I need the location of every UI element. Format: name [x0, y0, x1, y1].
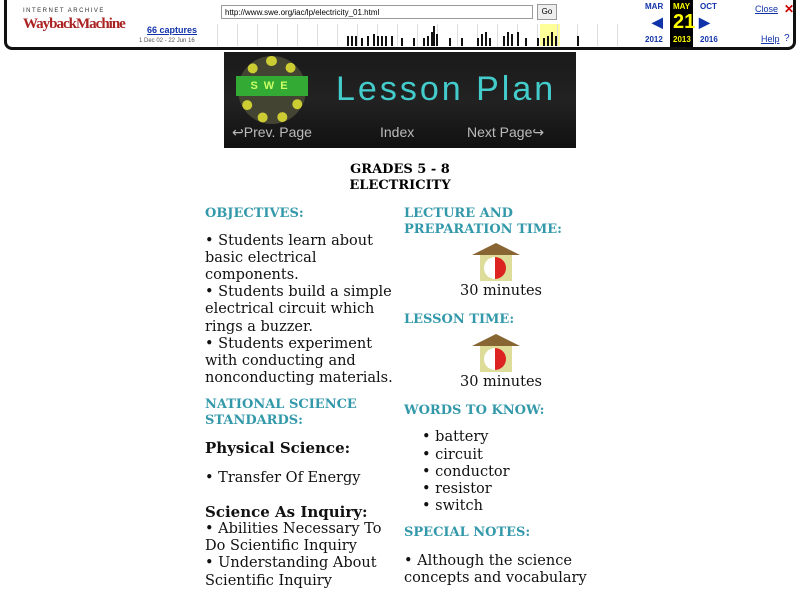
capture-bar[interactable]: [423, 38, 425, 46]
right-column: [404, 206, 594, 587]
clock-house-icon: [474, 243, 518, 283]
list-item: [205, 555, 395, 589]
words-heading: WORDS TO KNOW:: [404, 402, 545, 418]
timeline-gridline: [257, 24, 258, 46]
prev-page-link[interactable]: ↩Prev. Page: [232, 124, 312, 140]
lesson-time: 30 minutes: [460, 373, 542, 390]
captures-link[interactable]: 66 captures: [147, 25, 198, 35]
list-item: [205, 336, 395, 388]
capture-bar[interactable]: [351, 36, 353, 46]
capture-bar[interactable]: [485, 32, 487, 46]
capture-bar[interactable]: [361, 38, 363, 46]
capture-bar[interactable]: [385, 36, 387, 46]
prep-time: 30 minutes: [460, 283, 542, 299]
capture-bar[interactable]: [507, 32, 509, 46]
capture-bar[interactable]: [461, 38, 463, 46]
subject-heading: ELECTRICITY: [349, 178, 451, 193]
timeline-gridline: [217, 24, 218, 46]
capture-bar[interactable]: [367, 36, 369, 46]
prep-heading: LECTURE AND PREPARATION TIME:: [404, 206, 562, 237]
objectives-list: [205, 233, 395, 388]
list-item: • switch: [422, 498, 483, 515]
clock-house-icon: [474, 334, 518, 374]
help-icon[interactable]: ?: [784, 33, 790, 44]
capture-bar[interactable]: [477, 38, 479, 46]
capture-bar[interactable]: [517, 32, 519, 46]
capture-bar[interactable]: [511, 34, 513, 46]
list-item: • resistor: [422, 481, 492, 498]
timeline-gridline: [297, 24, 298, 46]
next-page-label: Next Page: [467, 124, 533, 140]
list-item-text: • Abilities Necessary To Do Scientific Inquiry: [205, 520, 382, 555]
list-item-text: battery: [435, 429, 489, 446]
list-item: [205, 521, 395, 555]
capture-bar[interactable]: [555, 36, 557, 46]
next-arrow-icon[interactable]: ▶: [699, 14, 710, 30]
left-column: [205, 206, 395, 590]
capture-bar[interactable]: [577, 36, 579, 46]
inquiry-heading: Science As Inquiry:: [205, 502, 368, 521]
swe-logo: SWE: [236, 76, 308, 96]
timeline-gridline: [277, 24, 278, 46]
next-month[interactable]: OCT: [700, 2, 717, 11]
list-item-text: • Students learn about basic electrical components.: [205, 232, 373, 283]
timeline-gridline: [617, 24, 618, 46]
list-item-text: conductor: [435, 463, 510, 480]
inquiry-list: [205, 521, 395, 590]
capture-range: 1 Dec 02 - 22 Jun 16: [139, 38, 195, 44]
timeline-gridline: [337, 24, 338, 46]
list-item: [205, 284, 395, 336]
next-page-link[interactable]: Next Page↪: [467, 124, 545, 140]
list-item-text: circuit: [435, 446, 483, 463]
notes-heading: SPECIAL NOTES:: [404, 525, 531, 541]
capture-bar[interactable]: [355, 36, 357, 46]
list-item-text: resistor: [435, 481, 492, 498]
cur-year: 2013: [673, 35, 691, 44]
objectives-heading: OBJECTIVES:: [205, 206, 304, 221]
timeline-gridline: [237, 24, 238, 46]
capture-bar[interactable]: [377, 36, 379, 46]
capture-bar[interactable]: [427, 36, 429, 46]
go-button[interactable]: Go: [537, 4, 557, 20]
cur-day: 21: [673, 11, 696, 33]
timeline-gridline: [457, 24, 458, 46]
list-item: [205, 233, 395, 285]
capture-bar[interactable]: [543, 38, 545, 46]
list-item: [404, 553, 594, 587]
cur-month: MAY: [673, 2, 691, 11]
list-item-text: • Understanding About Scientific Inquiry: [205, 555, 377, 589]
next-year[interactable]: 2016: [700, 35, 718, 44]
capture-bar[interactable]: [373, 34, 375, 46]
wayback-toolbar: [4, 0, 796, 50]
capture-bar[interactable]: [436, 34, 438, 46]
help-link[interactable]: Help: [761, 34, 780, 44]
timeline-gridline: [557, 24, 558, 46]
capture-bar[interactable]: [547, 36, 549, 46]
standards-heading: NATIONAL SCIENCE STANDARDS:: [205, 397, 357, 428]
archive-label: INTERNET ARCHIVE: [23, 8, 105, 14]
timeline-gridline: [357, 24, 358, 46]
timeline-gridline: [397, 24, 398, 46]
timeline-gridline: [497, 24, 498, 46]
capture-bar[interactable]: [537, 38, 539, 46]
prev-page-label: Prev. Page: [243, 124, 312, 140]
list-item-text: switch: [435, 498, 483, 515]
timeline-gridline: [417, 24, 418, 46]
list-item: • conductor: [422, 463, 510, 480]
notes-list: [404, 553, 594, 587]
capture-bar[interactable]: [551, 32, 553, 46]
capture-bar[interactable]: [413, 38, 415, 46]
list-item: • battery: [422, 429, 489, 446]
physical-list: [205, 470, 395, 487]
words-list: [404, 429, 594, 515]
capture-bar[interactable]: [401, 38, 403, 46]
banner-title: Lesson Plan: [336, 70, 557, 108]
capture-bar[interactable]: [525, 38, 527, 46]
timeline-gridline: [597, 24, 598, 46]
capture-bar[interactable]: [481, 34, 483, 46]
url-input[interactable]: [221, 5, 533, 19]
capture-bar[interactable]: [489, 38, 491, 46]
list-item-text: • Students experiment with conducting and nonconducting materials.: [205, 335, 393, 387]
capture-bar[interactable]: [381, 36, 383, 46]
index-link[interactable]: Index: [380, 124, 415, 140]
capture-bar[interactable]: [449, 38, 451, 46]
timeline-gridline: [317, 24, 318, 46]
list-item: [205, 470, 395, 487]
prev-year[interactable]: 2012: [645, 35, 663, 44]
list-item-text: • Transfer Of Energy: [205, 469, 361, 486]
lesson-plan-banner: [224, 52, 576, 148]
wayback-logo[interactable]: WaybackMachine: [23, 16, 125, 32]
physical-heading: Physical Science:: [205, 439, 351, 458]
capture-bar[interactable]: [503, 36, 505, 46]
capture-bar[interactable]: [391, 36, 393, 46]
close-icon[interactable]: ✕: [784, 2, 795, 16]
prev-arrow-icon[interactable]: ◀: [652, 14, 663, 30]
capture-timeline[interactable]: [217, 24, 637, 46]
lesson-time-heading: LESSON TIME:: [404, 312, 515, 328]
capture-bar[interactable]: [433, 26, 435, 46]
list-item: • circuit: [422, 446, 483, 463]
list-item-text: • Although the science concepts and vocabulary: [404, 552, 587, 587]
grades-heading: GRADES 5 - 8: [350, 162, 450, 177]
close-link[interactable]: Close: [755, 4, 779, 14]
prev-month[interactable]: MAR: [645, 2, 664, 11]
list-item-text: • Students build a simple electrical circuit which rings a buzzer.: [205, 284, 392, 335]
capture-bar[interactable]: [347, 36, 349, 46]
